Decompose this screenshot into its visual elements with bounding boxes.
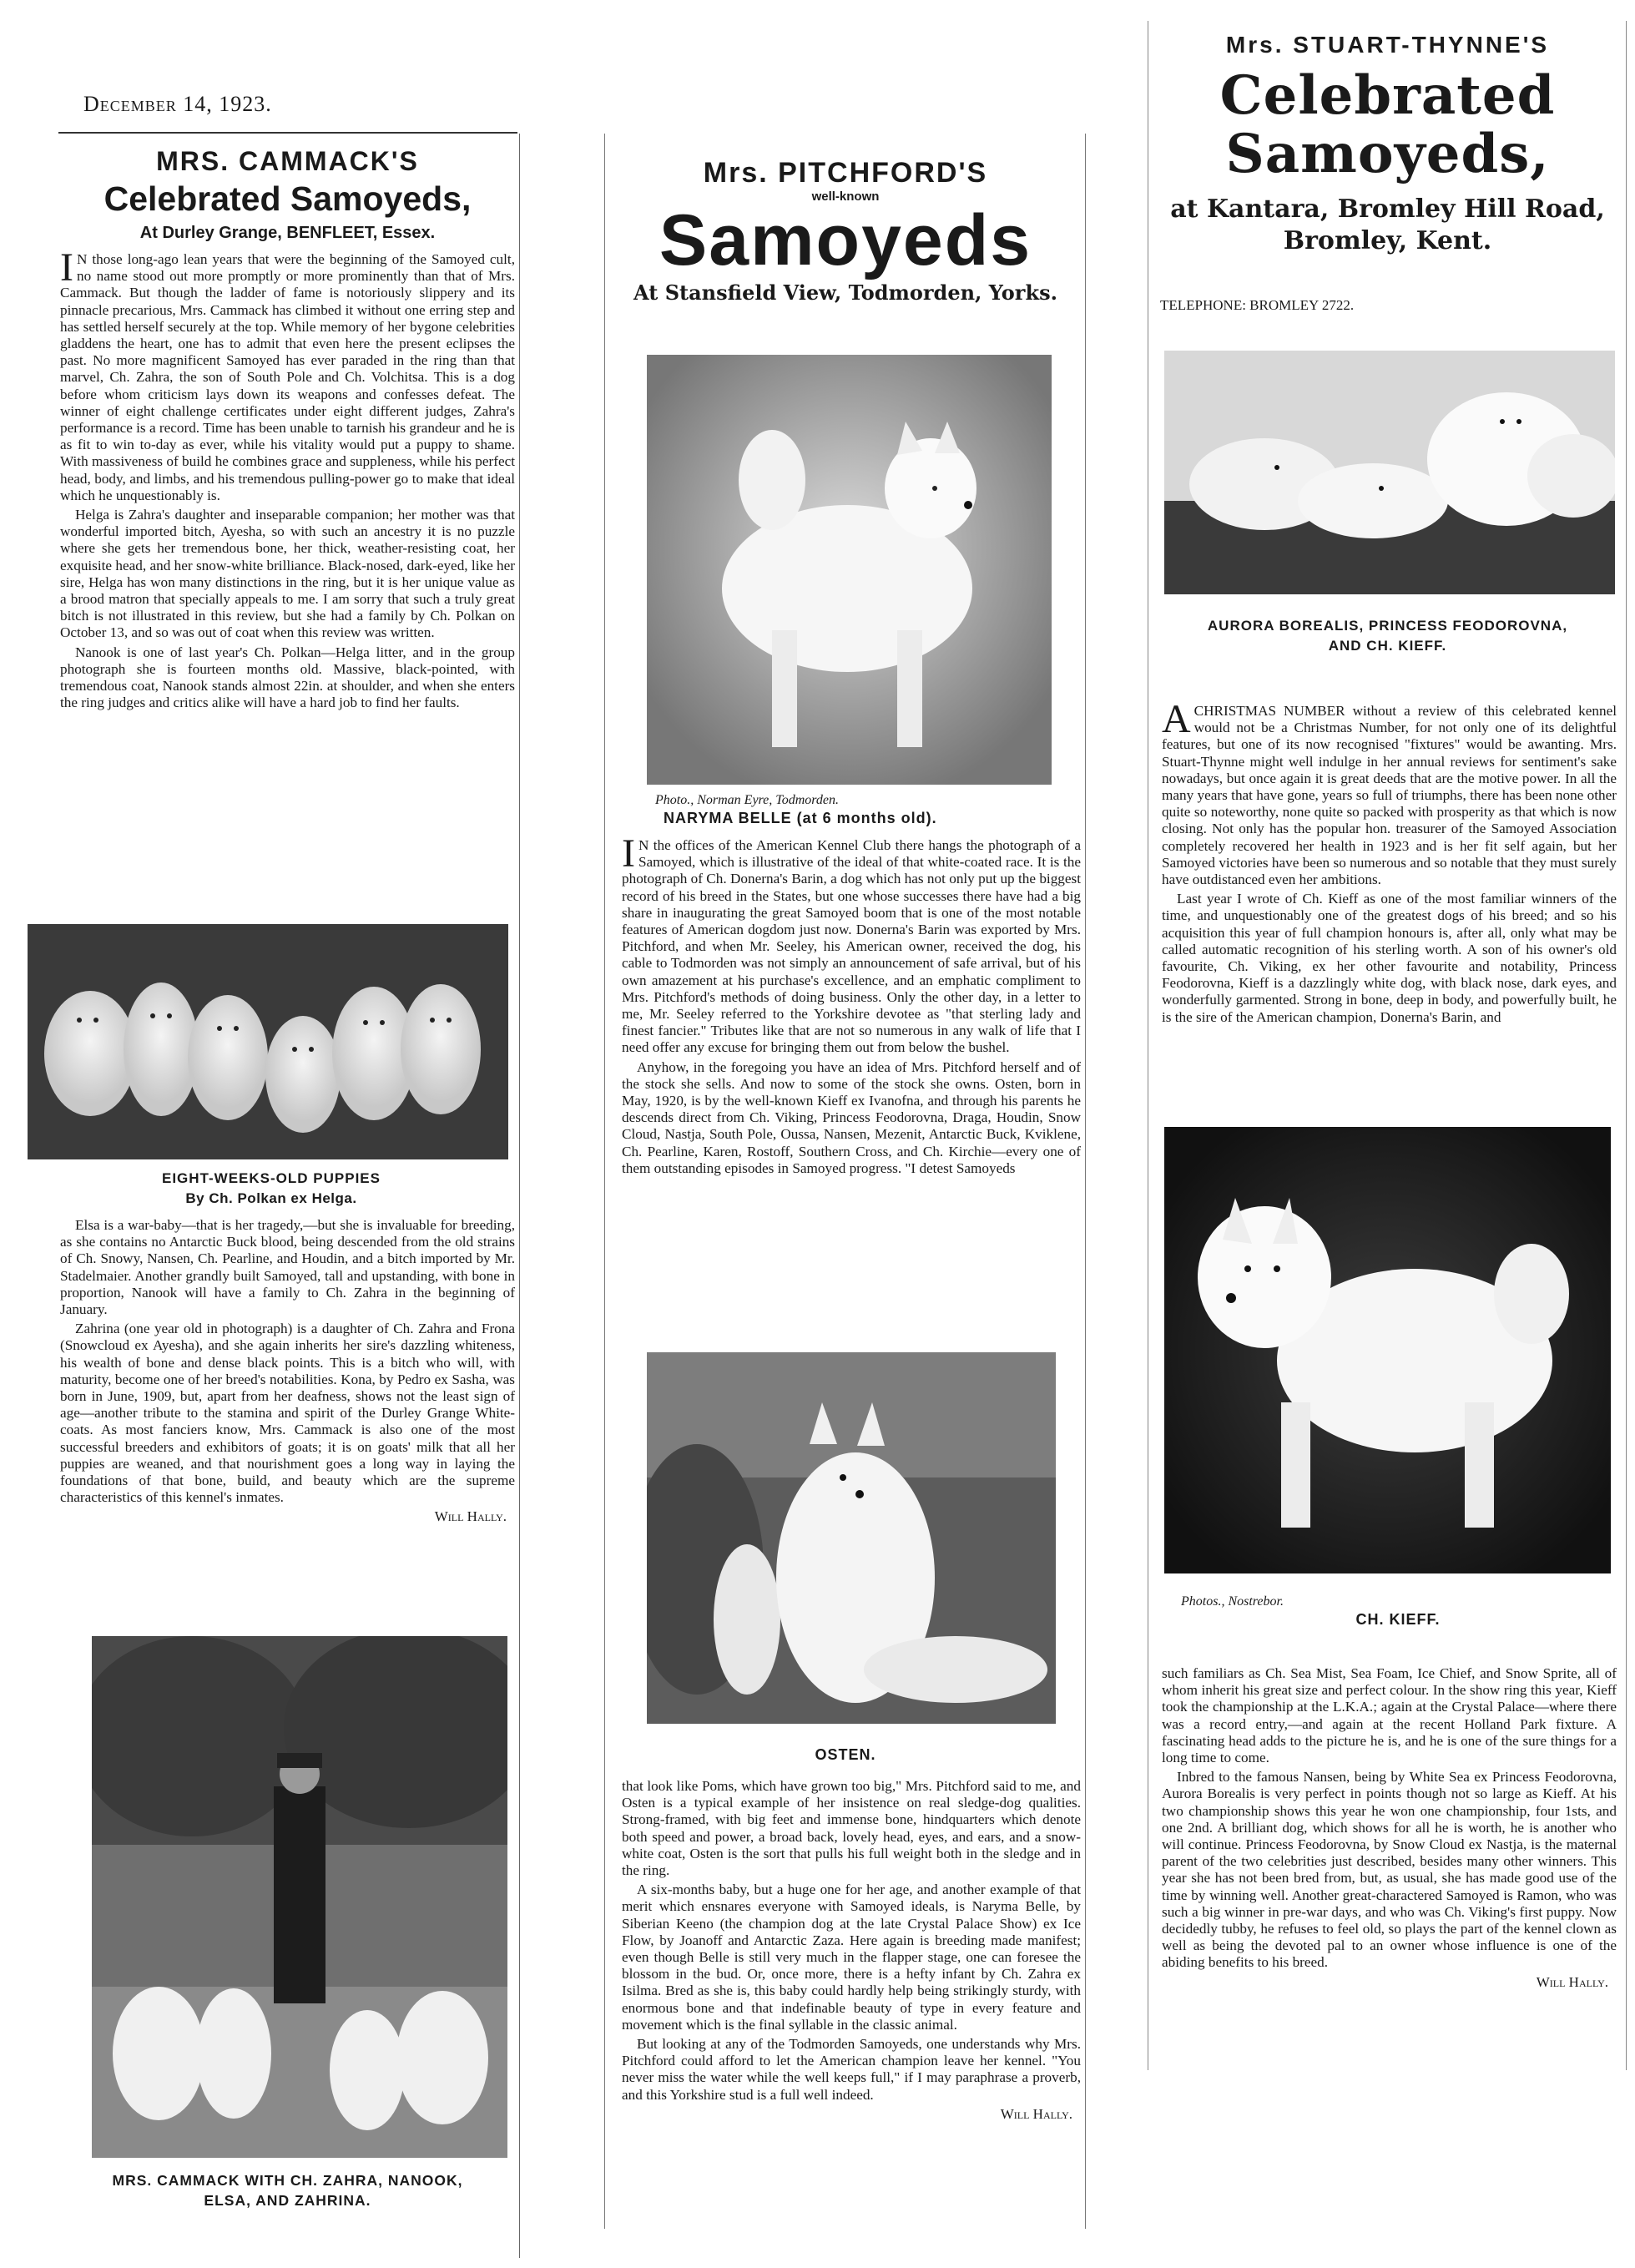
right-signature: Will Hally. [1536, 1973, 1608, 1990]
left-title-top: MRS. CAMMACK'S [156, 146, 419, 176]
left-para-1: N those long-ago lean years that were the beginning of the Samoyed cult, no name stood out more promptly or more prominently than that of Mrs. Cammack. But though the ladder of fame is notoriously slippery and its pinnacle precarious, Mrs. Cammack has climbed it without one erring step and has settled herself securely at the top. While memory of her bygone celebrities gladdens the heart, one has to admit that even here the present eclipses the past. No more magnificent Samoyed has ever paraded in the ring than that marvel, Ch. Zahra, the son of South Pole and Ch. Volchitsa. This is a dog before whom criticism lays down its weapons and confesses defeat. The winner of eight challenge certificates under eight different judges, Zahra's performance is a record. Time has been unable to tarnish his grandeur and he is as fit to win to-day as ever, while his vitality would put a puppy to shame. With massiveness of build he combines grace and suppleness, while his perfect head, body, and limbs, and his tremendous pulling-power go to make that ideal which he unquestionably is. [60, 251, 515, 503]
right-caption-1 [1152, 616, 1623, 656]
right-article-2 [1162, 1665, 1617, 1991]
caption-group-line1: MRS. CAMMACK WITH CH. ZAHRA, NANOOK, [112, 2172, 463, 2189]
date-header: December 14, 1923. [83, 92, 272, 116]
middle-para-3: that look like Poms, which have grown too big," Mrs. Pitchford said to me, and Osten is a typical example of her insistence on real sledge-dog qualities. Strong-framed, with big feet and immense bone, hindquarters which denote both speed and power, a broad back, lovely head, eyes, and ears, and a snow-white coat, Osten is the sort that pulls his full weight both in the sledge and in the ring. [622, 1778, 1081, 1879]
left-para-4: Elsa is a war-baby—that is her tragedy,—but she is invaluable for breeding, as she contains no Antarctic Buck blood, being descended from the old strains of Ch. Snowy, Nansen, Ch. Pearline, and Houdin, and a bitch imported by Mr. Stadelmaier. Another grandly built Samoyed, tall and upstanding, with bone in proportion, Nanook will have a family to Ch. Zahra in the beginning of January. [60, 1217, 515, 1318]
right-para-3: such familiars as Ch. Sea Mist, Sea Foam, Ice Chief, and Snow Sprite, all of whom inherit his great size and perfect colour. In the show ring this year, Kieff took the championship at the L.K.A.; again at the Crystal Palace—where there was a record entry,—and again at the recent Holland Park fixture. A fascinating head adds to the picture he is, and he is one of the sure things for a long time to come. [1162, 1665, 1617, 1766]
caption-group-line2: ELSA, AND ZAHRINA. [204, 2192, 371, 2209]
puppies-photo [28, 924, 508, 1159]
caption-osten: OSTEN. [815, 1746, 876, 1763]
caption-naryma: NARYMA BELLE (at 6 months old). [664, 810, 937, 826]
left-para-5: Zahrina (one year old in photograph) is a daughter of Ch. Zahra and Frona (Snowcloud ex Ayesha), and she again inherits her sire's dazzling whiteness, his wealth of bone and dense black points. This is a bitch who will, with maturity, become one of her breed's notabilities. Kona, by Pedro ex Sasha, was born in June, 1909, but, apart from her deafness, shows not the least sign of age—another tribute to the stamina and spirit of the Durley Grange White-coats. As most fanciers know, Mrs. Cammack is also one of the most successful breeders and exhibitors of goats; it is on goats' milk that all her puppies are weaned, and that nourishment goes a long way in laying the foundations of that bone, build, and beauty which are the supreme characteristics of this kennel's inmates. [60, 1321, 515, 1506]
left-caption-group [60, 2170, 515, 2210]
right-title-main-2: Samoyeds, [1225, 123, 1550, 185]
cammack-group-photo [92, 1636, 507, 2158]
middle-caption-2 [608, 1745, 1083, 1765]
middle-location: At Stansfield View, Todmorden, Yorks. [633, 280, 1057, 305]
left-para-2: Helga is Zahra's daughter and inseparable companion; her mother was that wonderful imported bitch, Ayesha, so with such an ancestry it is no puzzle where she gets her tremendous bone, her thick, weather-resisting coat, her exquisite head, and her snow-white brilliance. Black-nosed, dark-eyed, like her sire, Helga has won many distinctions in the ring, but it is her unique value as a brood matron that specially appeals to me. I am sorry that such a truly great bitch is not illustrated in this review, but she had a family by Ch. Polkan on October 13, and so was out of coat when this review was written. [60, 507, 515, 641]
left-body-1 [60, 245, 515, 711]
right-header [1152, 32, 1623, 257]
right-title-top: Mrs. STUART-THYNNE'S [1225, 32, 1550, 58]
caption-puppies-sub: By Ch. Polkan ex Helga. [185, 1190, 357, 1206]
dropcap-a: A [1162, 697, 1191, 741]
left-signature: Will Hally. [434, 1508, 507, 1525]
middle-signature: Will Hally. [1000, 2105, 1072, 2122]
middle-title-top: Mrs. PITCHFORD'S [703, 157, 988, 189]
caption-aurora-line1: AURORA BOREALIS, PRINCESS FEODOROVNA, [1207, 618, 1568, 634]
right-telephone: TELEPHONE: BROMLEY 2722. [1160, 297, 1355, 313]
left-article [60, 146, 515, 714]
middle-right-border [1085, 134, 1086, 2229]
caption-puppies-title: EIGHT-WEEKS-OLD PUPPIES [162, 1170, 381, 1186]
left-para-3: Nanook is one of last year's Ch. Polkan—Helga litter, and in the group photograph she is fourteen months old. Massive, black-pointed, with tremendous coat, Nanook stands almost 22in. at shoulder, and when she enters the ring judges and critics alike will have a hard job to find her faults. [60, 644, 515, 711]
left-top-rule [58, 132, 517, 134]
right-caption-2 [1181, 1594, 1615, 1629]
middle-article [622, 831, 1081, 1179]
left-title-main: Celebrated Samoyeds, [103, 179, 472, 218]
middle-title-main: Samoyeds [659, 200, 1032, 280]
middle-header [608, 157, 1083, 305]
middle-para-1: N the offices of the American Kennel Club there hangs the photograph of a Samoyed, which is illustrative of the ideal of that white-coated race. It is the photograph of Ch. Donerna's Barin, a dog which has not only put up the biggest record of his breed in the States, but one whose successes there have had a big share in inaugurating the great Samoyed boom that is one of the most notable features of American dogdom just now. Donerna's Barin was exported by Mrs. Pitchford, and when Mr. Seeley, his American owner, received the dog, his cable to Todmorden was not simply an announcement of safe arrival, but of his own amazement at his purchase's excellence, and an emphatic compliment to Mrs. Pitchford's methods of doing business. Only the other day, in a letter to me, Mr. Seeley referred to the Yorkshire devotee as "that sterling lady and finest fancier." Tributes like that are not so numerous in any walk of life that I need offer any excuse for bringing them out from below the bushel. [622, 837, 1081, 1056]
right-right-border [1626, 21, 1627, 2070]
middle-title-small: well-known [811, 189, 880, 204]
caption-aurora-line2: AND CH. KIEFF. [1328, 638, 1447, 654]
middle-article-2 [622, 1778, 1081, 2123]
middle-caption-1 [655, 793, 1072, 828]
dropcap-i: I [60, 245, 73, 290]
ch-kieff-photo [1164, 1127, 1611, 1573]
dropcap-i-middle: I [622, 831, 635, 876]
left-article-2 [60, 1217, 515, 1525]
right-title-main-1: Celebrated [1219, 64, 1556, 127]
osten-photo [647, 1352, 1056, 1724]
right-para-1: CHRISTMAS NUMBER without a review of this celebrated kennel would not be a Christmas Number, for not only one of its delightful features, but one of its now recognised "fixtures" would be awanting. Mrs. Stuart-Thynne might well indulge in her annual reviews for sentiment's sake nowadays, but once again it is great deeds that are the motive power. In all the many years that have gone, years so full of triumphs, there has been none other quite so noteworthy, none quite so packed with prosperity as that which is now closing. Not only has the popular hon. treasurer of the Samoyed Association completely recovered her health in 1923 and is her fit self again, but her Samoyed victories have been so numerous and so notable that they must surely have outdistanced even her ambitions. [1162, 703, 1617, 888]
right-para-2: Last year I wrote of Ch. Kieff as one of the most familiar winners of the time, and unquestionably one of the greatest dogs of his breed; and so his acquisition this year of full champion honours is, after all, only what may be called automatic recognition of his sterling worth. A son of his owner's old favourite, Ch. Viking, ex her other favourite and notability, Princess Feodorovna, Kieff is a dazzlingly white dog, with black nose, dark eyes, and wonderfully garmented. Strong in bone, deep in body, and powerfully built, he is the sire of the American champion, Donerna's Barin, and [1162, 891, 1617, 1025]
right-article [1162, 697, 1617, 1028]
caption-ch-kieff: CH. KIEFF. [1355, 1611, 1441, 1628]
left-caption-puppies [33, 1169, 509, 1209]
left-right-border [519, 134, 520, 2258]
middle-para-4: A six-months baby, but a huge one for her age, and another example of that merit which ensnares everyone with Samoyed ideals, is Naryma Belle, by Siberian Keeno (the champion dog at the late Crystal Palace Show) ex Ice Flow, by Joanoff and Antarctic Zaza. Here again is breeding made manifest; even though Belle is still very much in the flapper stage, one can foresee the blossom in the bud. Or, once more, there is a hefty infant by Ch. Zahra ex Isilma. Bred as she is, this baby could hardly help being strikingly sturdy, with enormous bone and that indefinable beauty of type in every feature and movement which is the final syllable in the classic animal. [622, 1882, 1081, 2033]
right-photo-credit: Photos., Nostrebor. [1181, 1594, 1284, 1609]
right-location-1: at Kantara, Bromley Hill Road, [1170, 194, 1605, 224]
left-location: At Durley Grange, BENFLEET, Essex. [139, 224, 436, 242]
right-para-4: Inbred to the famous Nansen, being by White Sea ex Princess Feodorovna, Aurora Borealis is very perfect in points though not so large as Kieff. At his two championship shows this year he won one championship, four 1sts, and one 2nd. A brilliant dog, which shows for all he is worth, he is another who will continue. Princess Feodorovna, by Snow Cloud ex Nastja, is the maternal parent of the two celebrities just described, besides many other winners. This year she has not been bred from, but, as usual, she has made good use of the time by winning well. Another great-charactered Samoyed is Ramon, who was such a big winner in pre-war days, and who was Ch. Viking's first puppy. Now decidedly tubby, he refuses to feel old, so plays the part of the kennel clown as well as being the devoted pal to an owner whose influence is one of the abiding benefits to his breed. [1162, 1769, 1617, 1971]
middle-para-5: But looking at any of the Todmorden Samoyeds, one understands why Mrs. Pitchford could afford to let the American champion leave her kennel. "You never miss the water while the well keeps full," if I may paraphrase a proverb, and this Yorkshire stud is a full well indeed. [622, 2036, 1081, 2103]
right-location-2: Bromley, Kent. [1283, 226, 1492, 255]
aurora-group-photo [1164, 351, 1615, 594]
middle-photo-credit: Photo., Norman Eyre, Todmorden. [655, 793, 839, 807]
naryma-belle-photo [647, 355, 1052, 785]
middle-para-2: Anyhow, in the foregoing you have an idea of Mrs. Pitchford herself and of the stock she sells. And now to some of the stock she owns. Osten, born in May, 1920, is by the well-known Kieff ex Ivanofna, and through his parents he descends direct from Ch. Viking, Princess Feodorovna, Draga, Houdin, Snow Cloud, Nastja, South Pole, Oussa, Nansen, Mezenit, Antarctic Buck, Kviklene, Ch. Pearline, Karen, Rostoff, Southern Cross, and Ch. Kirchie—every one of them outstanding episodes in Samoyed progress. "I detest Samoyeds [622, 1058, 1081, 1176]
middle-left-border [604, 134, 605, 2229]
